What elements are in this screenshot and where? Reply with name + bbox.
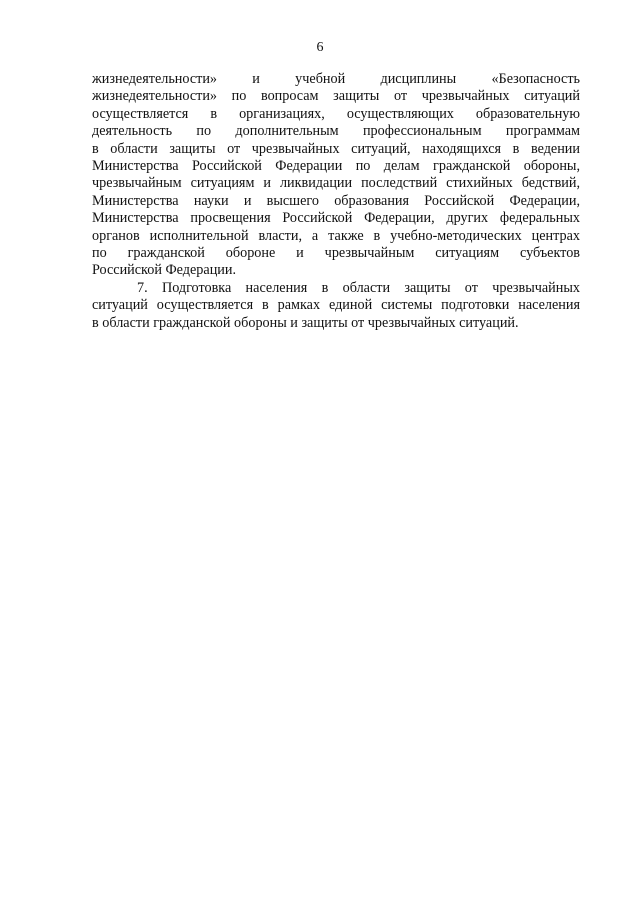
document-body	[92, 71, 580, 332]
text-line-12: Российской Федерации.	[92, 262, 237, 279]
text-line-11: по гражданской обороне и чрезвычайным ситуациям субъектов	[92, 245, 580, 262]
text-line-5: в области защиты от чрезвычайных ситуаций, находящихся в ведении	[92, 140, 580, 157]
text-line-2: жизнедеятельности» по вопросам защиты от чрезвычайных ситуаций	[92, 88, 580, 105]
text-line-7: чрезвычайным ситуациям и ликвидации последствий стихийных бедствий,	[92, 175, 580, 192]
text-line-14: ситуаций осуществляется в рамках единой системы подготовки населения	[92, 297, 580, 314]
text-line-3: осуществляется в организациях, осуществляющих образовательную	[92, 105, 580, 122]
text-line-9: Министерства просвещения Российской Федерации, других федеральных	[92, 210, 580, 227]
text-line-13: 7. Подготовка населения в области защиты от чрезвычайных	[137, 279, 580, 296]
text-line-10: органов исполнительной власти, а также в учебно-методических центрах	[92, 227, 580, 244]
text-line-1: жизнедеятельности» и учебной дисциплины «Безопасность	[92, 71, 580, 87]
text-line-15: в области гражданской обороны и защиты от чрезвычайных ситуаций.	[92, 314, 519, 331]
page-number: 6	[316, 40, 324, 55]
text-line-6: Министерства Российской Федерации по делам гражданской обороны,	[92, 158, 580, 175]
text-line-8: Министерства науки и высшего образования Российской Федерации,	[92, 192, 580, 209]
text-line-4: деятельность по дополнительным профессиональным программам	[92, 123, 580, 140]
